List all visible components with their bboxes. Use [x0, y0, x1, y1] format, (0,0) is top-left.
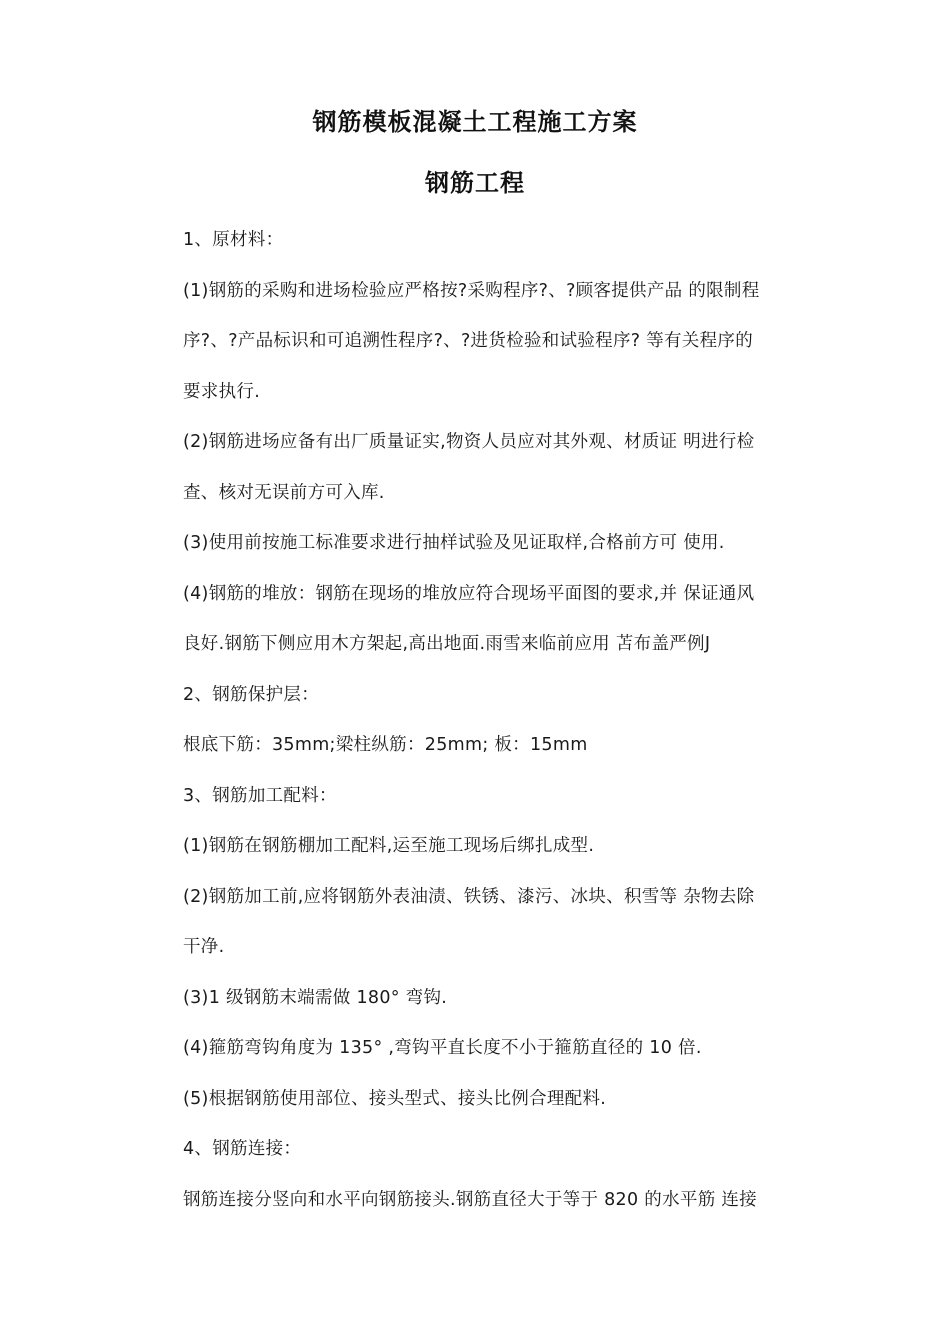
paragraph-line: 2、钢筋保护层： — [183, 684, 320, 705]
paragraph-line: 4、钢筋连接： — [183, 1139, 302, 1159]
paragraph-line: 3、钢筋加工配料： — [183, 785, 337, 806]
paragraph-line: (1)钢筋的采购和进场检验应严格按?采购程序?、?顾客提供产品 的限制程 — [183, 280, 760, 301]
paragraph-line: (2)钢筋进场应备有出厂质量证实,物资人员应对其外观、材质证 明进行检 — [183, 432, 755, 452]
document-body — [183, 215, 818, 1225]
paragraph-line: (3)使用前按施工标准要求进行抽样试验及见证取样,合格前方可 使用. — [183, 533, 725, 553]
paragraph-line: (5)根据钢筋使用部位、接头型式、接头比例合理配料. — [183, 1088, 607, 1109]
paragraph-line: (1)钢筋在钢筋棚加工配料,运至施工现场后绑扎成型. — [183, 836, 595, 856]
document-title: 钢筋模板混凝土工程施工方案 — [312, 108, 638, 136]
paragraph-line: (3)1 级钢筋末端需做 180° 弯钩. — [183, 987, 448, 1008]
paragraph-line: (4)钢筋的堆放：钢筋在现场的堆放应符合现场平面图的要求,并 保证通风 — [183, 583, 755, 604]
paragraph-line: 良好.钢筋下侧应用木方架起,高出地面.雨雪来临前应用 苫布盖严例J — [183, 634, 711, 654]
paragraph-line: 要求执行. — [183, 381, 261, 402]
paragraph-line: 序?、?产品标识和可追溯性程序?、?进货检验和试验程序? 等有关程序的 — [183, 331, 754, 351]
paragraph-line: (4)箍筋弯钩角度为 135° ,弯钩平直长度不小于箍筋直径的 10 倍. — [183, 1038, 702, 1058]
paragraph-line: 钢筋连接分竖向和水平向钢筋接头.钢筋直径大于等于 820 的水平筋 连接 — [183, 1189, 757, 1210]
paragraph-line: 根底下筋：35mm;梁柱纵筋：25mm; 板：15mm — [183, 735, 588, 755]
paragraph-line: (2)钢筋加工前,应将钢筋外表油渍、铁锈、漆污、冰块、积雪等 杂物去除 — [183, 886, 755, 907]
section-title: 钢筋工程 — [425, 169, 525, 197]
paragraph-line: 1、原材料： — [183, 230, 284, 250]
paragraph-line: 干净. — [183, 937, 225, 957]
paragraph-line: 查、核对无误前方可入库. — [183, 482, 385, 503]
